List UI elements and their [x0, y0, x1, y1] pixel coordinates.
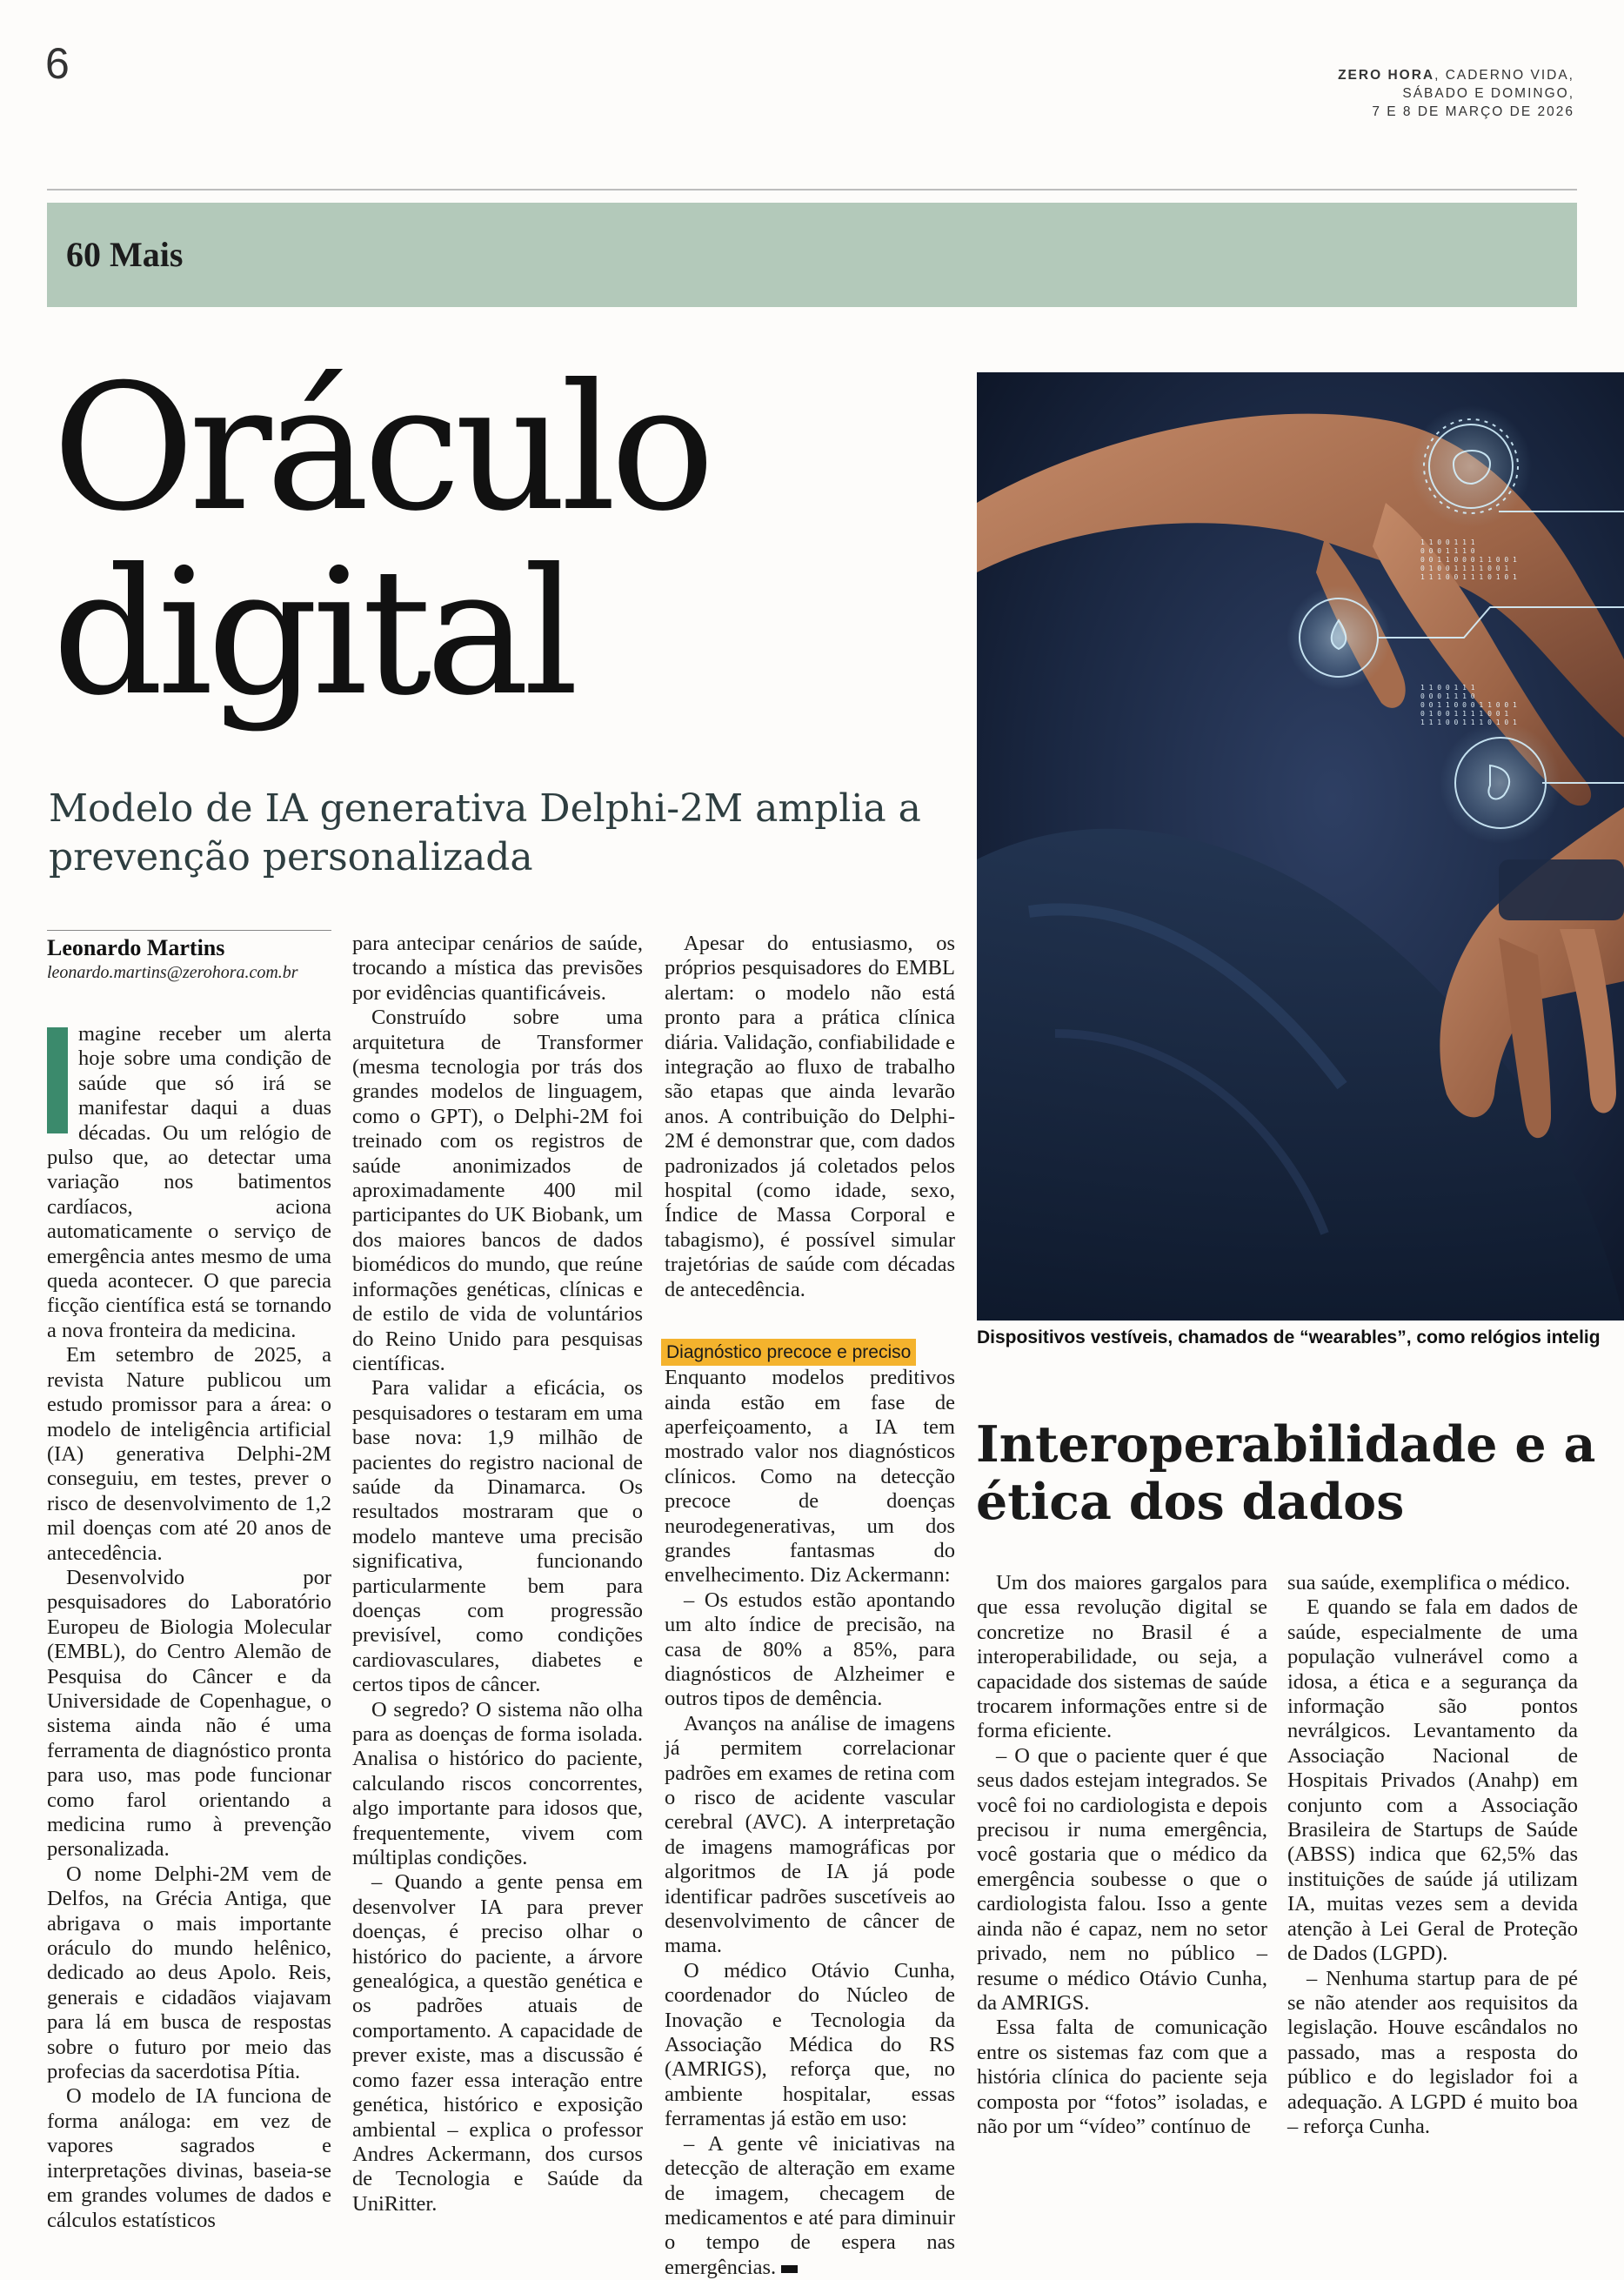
header-rule [47, 189, 1577, 191]
masthead-line3: 7 E 8 DE MARÇO DE 2026 [1372, 104, 1574, 119]
paragraph: E quando se fala em dados de saúde, especialmente de uma população vulnerável como a idosa, a ética e a segurança da informação são pontos nevrálgicos. Levantamento da Associação Nacional de Hospitais Privados (Anahp) em conjunto com a Associação Brasileira de Startups de Saúde (ABSS) indica que 62,5% das instituições de saúde já utilizam IA, muitas vezes sem a devida atenção à Lei Geral de Proteção de Dados (LGPD). [1287, 1595, 1578, 1966]
headline-line2: digital [52, 532, 573, 734]
paragraph: sua saúde, exemplifica o médico. [1287, 1571, 1571, 1595]
article-photo [977, 372, 1624, 1321]
paragraph: magine receber um alerta hoje sobre uma condição de saúde que só irá se manifestar daqui a duas décadas. Ou um relógio de pulso que, ao detectar uma variação nos batimentos cardíacos, aciona automaticamente o serviço de emergência antes mesmo de uma queda acontecer. O que parecia ficção científica está se tornando a nova fronteira da medicina. [47, 1022, 331, 1342]
binary-readout-2: 0 0 0 1 1 1 0 [1420, 547, 1475, 555]
column-4 [977, 1571, 1267, 2139]
binary-readout-8: 0 0 1 1 0 0 0 1 1 0 0 1 [1420, 701, 1517, 709]
paragraph: – O que o paciente quer é que seus dados estejam integrados. Se você foi no cardiologista e depois precisou ir numa emergência, você gostaria que o médico da emergência soubesse o que o cardiologista falou. Isso a gente ainda não é capaz, nem no setor privado, nem no público – resume o médico Otávio Cunha, da AMRIGS. [977, 1743, 1267, 2015]
dropcap-bar [47, 1027, 68, 1133]
paragraph: Um dos maiores gargalos para que essa revolução digital se concretize no Brasil é a interoperabilidade, ou seja, a capacidade dos sistemas de saúde trocarem informações entre si de forma eficiente. [977, 1571, 1267, 1743]
column-5 [1287, 1571, 1578, 2139]
masthead-line1: , CADERNO VIDA, [1434, 68, 1574, 83]
wearable-hands-illustration [977, 372, 1624, 1321]
subtitle: Modelo de IA generativa Delphi-2M amplia a prevenção personalizada [49, 786, 921, 879]
page-number: 6 [45, 39, 70, 88]
binary-readout-4: 0 1 0 0 1 1 1 1 0 0 1 [1420, 565, 1509, 572]
section-label: 60 Mais [66, 235, 184, 274]
binary-readout-7: 0 0 0 1 1 1 0 [1420, 692, 1475, 700]
paragraph: – Nenhuma startup para de pé se não atender aos requisitos da legislação. Houve escândalos no passado, mas a resposta do público e do legislador foi a adequação. A LGPD é muito boa – reforça Cunha. [1287, 1966, 1578, 2138]
paragraph: Para validar a eficácia, os pesquisadores o testaram em uma base nova: 1,9 milhão de pacientes do registro nacional de saúde da Dinamarca. Os resultados mostraram que o modelo manteve uma precisão significativa, funcionando particularmente bem para doenças com progressão previsível, como condições cardiovasculares, diabetes e certos tipos de câncer. [352, 1376, 643, 1697]
column-1 [47, 1022, 331, 2233]
paragraph: – Os estudos estão apontando um alto índice de precisão, na casa de 80% a 85%, para diagnósticos de Alzheimer e outros tipos de demência. [665, 1588, 955, 1711]
headline-line1: Oráculo [52, 347, 710, 550]
paragraph: O nome Delphi-2M vem de Delfos, na Grécia Antiga, que abrigava o mais importante oráculo do mundo helênico, dedicado ao deus Apolo. Reis, generais e cidadãos viajavam para lá em busca de respostas sobre o futuro por meio das profecias da sacerdotisa Pítia. [47, 1862, 331, 2084]
binary-readout-9: 0 1 0 0 1 1 1 1 0 0 1 [1420, 710, 1509, 718]
column-3 [665, 932, 955, 2280]
paragraph: Em setembro de 2025, a revista Nature publicou um estudo promissor para a área: o modelo de inteligência artificial (IA) generativa Delphi-2M conseguiu, em testes, prever o risco de desenvolvimento de 1,2 mil doenças com até 20 anos de antecedência. [47, 1343, 331, 1565]
binary-readout-10: 1 1 1 0 0 1 1 1 0 1 0 1 [1420, 719, 1517, 726]
masthead-line2: SÁBADO E DOMINGO, [1402, 86, 1574, 101]
binary-readout-5: 1 1 1 0 0 1 1 1 0 1 0 1 [1420, 573, 1517, 581]
author-email: leonardo.martins@zerohora.com.br [47, 963, 298, 982]
paragraph: – Quando a gente pensa em desenvolver IA para prever doenças, é preciso olhar o histórico do paciente, a árvore genealógica, a questão genética e os padrões atuais de comportamento. A capacidade de prever existe, mas a discussão é como fazer essa interação entre genética, histórico e exposição ambiental – explica o professor Andres Ackermann, dos cursos de Tecnologia e Saúde da UniRitter. [352, 1870, 643, 2216]
subhead-diagnostico: Diagnóstico precoce e preciso [661, 1339, 916, 1366]
paragraph: O segredo? O sistema não olha para as doenças de forma isolada. Analisa o histórico do paciente, calculando riscos concorrentes, algo importante para idosos que, frequentemente, vivem com múltiplas condições. [352, 1697, 643, 1870]
photo-caption: Dispositivos vestíveis, chamados de “wearables”, como relógios intelig [977, 1327, 1601, 1347]
author-name: Leonardo Martins [47, 935, 225, 960]
paragraph: para antecipar cenários de saúde, trocando a mística das previsões por evidências quantificáveis. [352, 932, 643, 1005]
paragraph: Enquanto modelos preditivos ainda estão em fase de aperfeiçoamento, a IA tem mostrado valor nos diagnósticos clínicos. Como na detecção precoce de doenças neurodegenerativas, um dos grandes fantasmas do envelhecimento. Diz Ackermann: [665, 1366, 955, 1588]
paragraph: Construído sobre uma arquitetura de Transformer (mesma tecnologia por trás dos grandes modelos de linguagem, como o GPT), o Delphi-2M foi treinado com os registros de saúde anonimizados de aproximadamente 400 mil participantes do UK Biobank, um dos maiores bancos de dados biomédicos do mundo, que reúne informações genéticas, clínicas e de estilo de vida de voluntários do Reino Unido para pesquisas científicas. [352, 1006, 643, 1375]
paragraph [665, 2132, 955, 2280]
masthead [1338, 66, 1574, 121]
paragraph: Avanços na análise de imagens já permitem correlacionar padrões em exames de retina com o risco de acidente vascular cerebral (AVC). A interpretação de imagens mamográficas por algoritmos de IA já pode identificar padrões suscetíveis ao desenvolvimento de câncer de mama. [665, 1711, 955, 1958]
sidebar-title: Interoperabilidade e a ética dos dados [976, 1415, 1596, 1531]
paragraph: O modelo de IA funciona de forma análoga: em vez de vapores sagrados e interpretações divinas, baseia-se em grandes volumes de dados e cálculos estatísticos [47, 2084, 331, 2232]
byline-rule [47, 930, 331, 931]
binary-readout-1: 1 1 0 0 1 1 1 [1420, 538, 1475, 546]
section-band [47, 203, 1577, 307]
masthead-brand: ZERO HORA [1338, 68, 1435, 83]
headline [52, 347, 710, 734]
paragraph: O médico Otávio Cunha, coordenador do Núcleo de Inovação e Tecnologia da Associação Médica do RS (AMRIGS), reforça que, no ambiente hospitalar, essas ferramentas já estão em uso: [665, 1958, 955, 2131]
end-of-story-mark [781, 2265, 798, 2273]
column-2 [352, 932, 643, 2216]
paragraph-text: – A gente vê iniciativas na detecção de alteração em exame de imagem, checagem de medicamentos e até para diminuir o tempo de espera nas emergências. [665, 2131, 955, 2279]
binary-readout-6: 1 1 0 0 1 1 1 [1420, 684, 1475, 692]
paragraph: Essa falta de comunicação entre os sistemas faz com que a história clínica do paciente seja composta por “fotos” isoladas, e não por um “vídeo” contínuo de [977, 2016, 1267, 2138]
paragraph: Desenvolvido por pesquisadores do Laboratório Europeu de Biologia Molecular (EMBL), do Centro Alemão de Pesquisa do Câncer e da Universidade de Copenhague, o sistema ainda não é uma ferramenta de diagnóstico pronta para uso, mas pode funcionar como farol orientando a medicina rumo à prevenção personalizada. [47, 1565, 331, 1862]
binary-readout-3: 0 0 1 1 0 0 0 1 1 0 0 1 [1420, 556, 1517, 564]
paragraph: Apesar do entusiasmo, os próprios pesquisadores do EMBL alertam: o modelo não está pronto para a prática clínica diária. Validação, confiabilidade e integração ao fluxo de trabalho são etapas que ainda levarão anos. A contribuição do Delphi-2M é demonstrar que, com dados padronizados já coletados pelos hospital (como idade, sexo, Índice de Massa Corporal e tabagismo), é possível simular trajetórias de saúde com décadas de antecedência. [665, 932, 955, 1301]
